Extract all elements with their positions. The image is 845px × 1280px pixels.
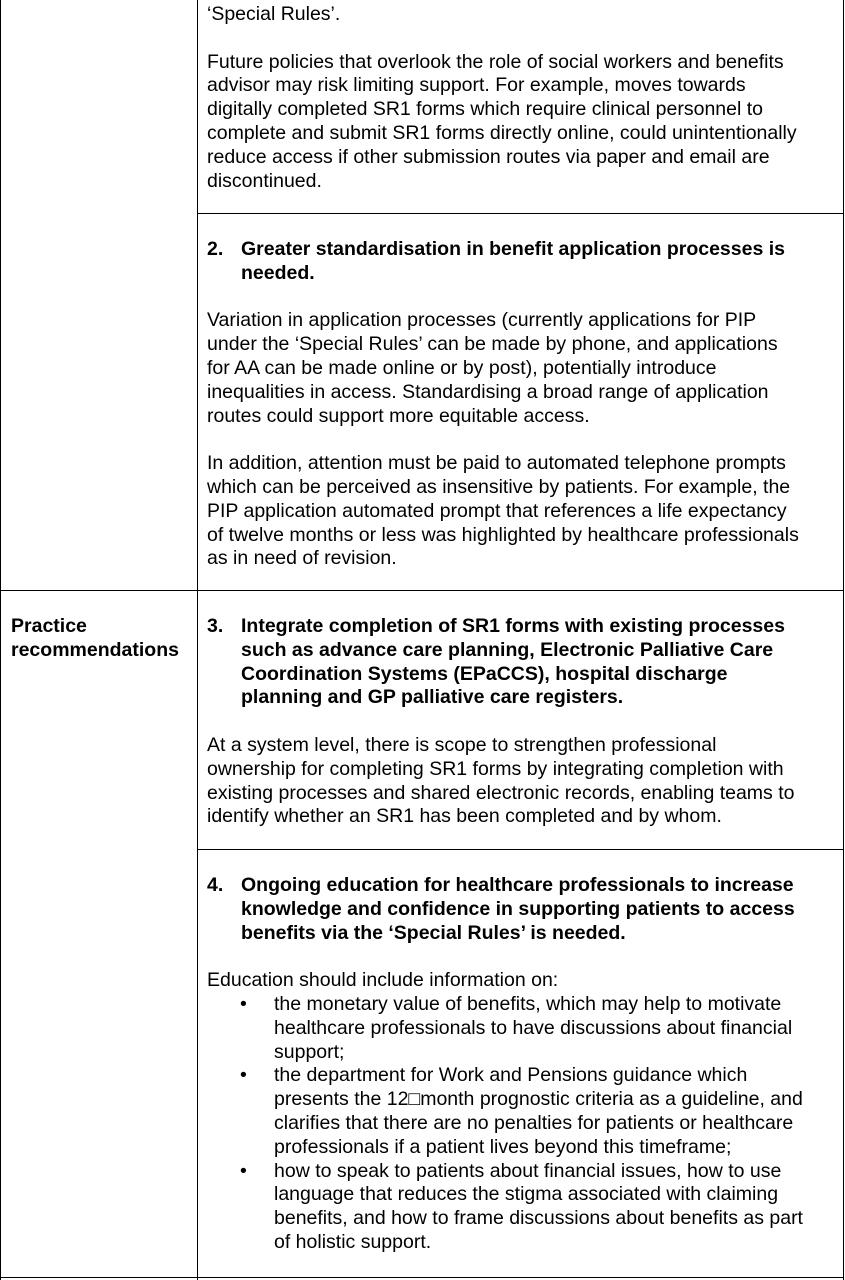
text-line: In addition, attention must be paid to automated telephone prompts — [207, 452, 786, 475]
text-line: identify whether an SR1 has been completed and by whom. — [207, 805, 722, 828]
text-line: discontinued. — [207, 169, 322, 192]
text-line: the department for Work and Pensions guidance which — [274, 1064, 748, 1087]
heading-line: Integrate completion of SR1 forms with existing processes — [241, 615, 785, 637]
heading-line: benefits via the ‘Special Rules’ is needed. — [241, 921, 626, 944]
text-line: ownership for completing SR1 forms by integrating completion with — [207, 757, 784, 780]
column-divider — [197, 0, 198, 1280]
text-line: Variation in application processes (currently applications for PIP — [207, 309, 757, 332]
text-line: reduce access if other submission routes via paper and email are — [207, 145, 770, 168]
text-line: complete and submit SR1 forms directly online, could unintentionally — [207, 121, 797, 144]
text-line: of twelve months or less was highlighted by healthcare professionals — [207, 523, 799, 546]
text-line: healthcare professionals to have discussions about financial — [274, 1016, 793, 1039]
table-border-bottom — [0, 1277, 844, 1278]
education-bullet-list — [207, 993, 837, 1255]
text-line: presents the 12□month prognostic criteria as a guideline, and — [274, 1088, 803, 1111]
row-divider — [197, 213, 844, 214]
text-line: how to speak to patients about financial issues, how to use — [274, 1159, 782, 1182]
text-line: At a system level, there is scope to strengthen professional — [207, 733, 717, 756]
recommendation-paragraph — [207, 309, 837, 428]
table-border-right — [843, 0, 844, 1280]
row-label-practice-recommendations — [11, 615, 196, 663]
recommendation-number: 3. — [207, 615, 224, 637]
label-line: recommendations — [11, 638, 179, 661]
text-line: the monetary value of benefits, which may help to motivate — [274, 992, 782, 1015]
text-line: digitally completed SR1 forms which require clinical personnel to — [207, 98, 764, 121]
recommendation-heading — [207, 238, 837, 286]
heading-line: Ongoing education for healthcare professionals to increase — [241, 874, 794, 896]
label-line: Practice — [11, 615, 87, 637]
cell-recommendation-2 — [207, 238, 837, 571]
list-item — [207, 993, 837, 1064]
row-divider — [0, 590, 844, 591]
text-line: as in need of revision. — [207, 547, 397, 570]
text-line: Future policies that overlook the role of social workers and benefits — [207, 50, 784, 73]
education-intro: Education should include information on: — [207, 969, 559, 992]
bullet-icon: • — [240, 1159, 247, 1182]
continuation-line: ‘Special Rules’. — [207, 3, 341, 25]
text-line: language that reduces the stigma associated with claiming — [274, 1183, 779, 1206]
heading-line: planning and GP palliative care registers. — [241, 686, 624, 709]
recommendation-paragraph — [207, 452, 837, 571]
text-line: PIP application automated prompt that references a life expectancy — [207, 499, 787, 522]
text-line: support; — [274, 1040, 345, 1063]
text-line: clarifies that there are no penalties for patients or healthcare — [274, 1111, 794, 1134]
recommendation-heading — [207, 874, 837, 945]
recommendation-heading — [207, 615, 837, 710]
policy-paragraph — [207, 51, 837, 194]
text-line: existing processes and shared electronic records, enabling teams to — [207, 781, 795, 804]
text-line: routes could support more equitable access. — [207, 404, 590, 427]
text-line: advisor may risk limiting support. For example, moves towards — [207, 74, 746, 97]
cell-policy-continuation — [207, 3, 837, 193]
text-line: professionals if a patient lives beyond this timeframe; — [274, 1135, 732, 1158]
list-item — [207, 1160, 837, 1255]
row-divider — [197, 849, 844, 850]
text-line: for AA can be made online or by post), potentially introduce — [207, 356, 717, 379]
bullet-icon: • — [240, 992, 247, 1015]
text-line: benefits, and how to frame discussions about benefits as part — [274, 1207, 803, 1230]
text-line: of holistic support. — [274, 1230, 432, 1253]
text-line: which can be perceived as insensitive by patients. For example, the — [207, 475, 791, 498]
list-item — [207, 1064, 837, 1159]
table-border-left — [0, 0, 1, 1280]
heading-line: such as advance care planning, Electronic Palliative Care — [241, 638, 774, 661]
heading-line: Greater standardisation in benefit application processes is — [241, 238, 785, 260]
recommendation-paragraph — [207, 734, 837, 829]
heading-line: knowledge and confidence in supporting patients to access — [241, 897, 795, 920]
cell-recommendation-3 — [207, 615, 837, 829]
text-line: inequalities in access. Standardising a broad range of application — [207, 380, 769, 403]
recommendation-number: 4. — [207, 874, 224, 896]
heading-line: Coordination Systems (EPaCCS), hospital discharge — [241, 662, 728, 685]
recommendation-number: 2. — [207, 238, 224, 260]
bullet-icon: • — [240, 1064, 247, 1087]
text-line: under the ‘Special Rules’ can be made by phone, and applications — [207, 333, 778, 356]
cell-recommendation-4 — [207, 874, 837, 1255]
heading-line: needed. — [241, 261, 315, 284]
